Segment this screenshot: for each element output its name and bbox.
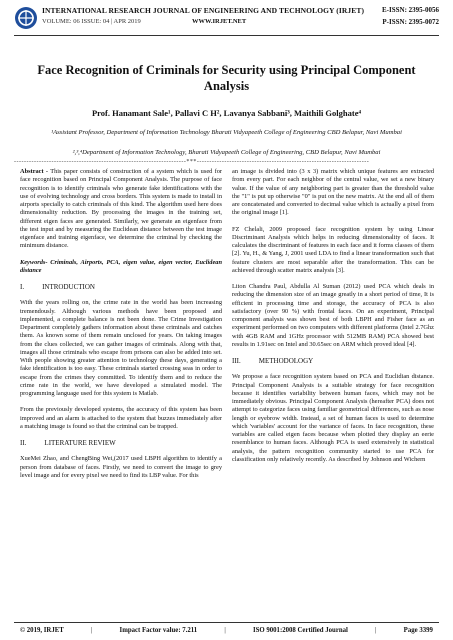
footer-divider-bar: | [375, 627, 377, 634]
keywords: Keywords- Criminals, Airports, PCA, eigen value, eigen vector, Euclidean distance [20, 258, 222, 274]
methodology-paragraph-1: We propose a face recognition system based on PCA and Euclidian distance. Principal Component Analysis is a suitable strategy for face recognition because it identifies variability between human faces, which may not be immediately obvious. Principal Component Analysis (hereafter PCA) does not attempt to categorize faces using familiar geometrical differences, such as nose length or eyebrow width. Instead, a set of human faces is used to determine which 'variables' account for the variance of faces. In face recognition, these variables are called eigen faces because when plotted they display an eerie resemblance to human faces. Although PCA is used extensively in statistical analysis, the pattern recognition community started to use PCA for classification only relatively recently. As described by Johnson and Wichern [232, 373, 434, 463]
page-number: Page 3399 [403, 627, 433, 634]
footer-divider-bar: | [90, 627, 93, 634]
section-title: LITERATURE REVIEW [44, 439, 116, 447]
affiliation-2: ²,³,⁴Department of Information Technology, Bharati Vidyapeeth College of Engineering, CBD Belapur, Navi Mumbai [72, 149, 381, 156]
intro-paragraph-1: With the years rolling on, the crime rate in the world has been increasing tremendously. Although various methods have been proposed and implemented, a complete balance is not been done. The Crime Investigation Department completely gathers information about these criminals and catches them. As known some of them remain unclosed for years. On taking images from the clues collected, we can gather images of criminals. Along with that, images all those criminals who escape from prisons can also be added into set. With people showing greater attention to technology these days, generating a fake identification is too easy. These criminals started crossing seas in order to escape from the crimes they committed. To identify them and to reduce the crime rate in the world, we have developed a simulated model. The programming language used for this system is Matlab. [20, 299, 222, 397]
left-column [20, 168, 222, 488]
pissn: P-ISSN: 2395-0072 [382, 18, 439, 26]
eissn: E-ISSN: 2395-0056 [382, 6, 439, 14]
abstract-label: Abstract - [20, 168, 49, 175]
literature-paragraph-3: FZ Chelali, 2009 proposed face recognition system by using Linear Discriminant Analysis which helps in reducing dimensionality of faces. It calculates the discriminant of features in each face and it forms classes of them [2]. Yu, H., & Yang, J, 2001 used LDA to find a linear transformation such that feature clusters are most separable after the transformation. This can be achieved through scatter matrix analysis [3]. [232, 225, 434, 274]
section-heading-methodology [232, 357, 434, 365]
journal-website-link[interactable]: WWW.IRJET.NET [192, 18, 247, 25]
iso-certification: ISO 9001:2008 Certified Journal [252, 627, 348, 634]
footer-divider-bar: | [224, 627, 226, 634]
section-title: INTRODUCTION [42, 283, 95, 291]
journal-name: INTERNATIONAL RESEARCH JOURNAL OF ENGINEERING AND TECHNOLOGY (IRJET) [42, 6, 365, 15]
copyright: © 2019, IRJET [20, 627, 64, 634]
section-separator: ---------------------------------------------------------------------***--------------------------------------------------------------------- [14, 159, 370, 165]
abstract [20, 168, 222, 251]
section-number: II. [20, 439, 27, 447]
section-number: I. [20, 283, 25, 291]
literature-paragraph-2: an image is divided into (3 x 3) matrix which unique features are extracted from every part. For each neighbor of the central value, we set a new binary value. If the value of any neighboring part is greater than the threshold value the "1" is put up otherwise "0" is put on the new matrix. At the end all of them are concatenated and converted to decimal value which is actually a pixel from the original image [1]. [232, 168, 434, 217]
affiliation-1: ¹Assistant Professor, Department of Information Technology Bharati Vidyapeeth College of Engineering CBD Belapur, Navi Mumbai [51, 129, 402, 136]
issue-info: VOLUME: 06 ISSUE: 04 | APR 2019 [42, 18, 141, 25]
abstract-text: This paper consists of construction of a system which is used for face recognition based on Principal Component Analysis. The purpose of face recognition is to identify criminals who generate fake identifications with the use of evolving technology and cross borders. This system is made to install in airports specially to catch criminals of this kind. The algorithm used here does dimensionality reduction. By processing the images in the training set, different eigen faces are generated. Similarly, we generate an eigenface from the test input and by measuring the Euclidean distance between the test image eigenface and training eigenface, we determine the criminal by checking the minimum distance. [20, 168, 222, 250]
intro-paragraph-2: From the previously developed systems, the accuracy of this system has been improved and an alarm is attached to the system that buzzes immediately after a matching image is found so that the criminal can be trapped. [20, 406, 222, 430]
journal-header [14, 4, 439, 36]
impact-factor: Impact Factor value: 7.211 [119, 627, 198, 634]
section-heading-introduction [20, 283, 222, 291]
paper-title: Face Recognition of Criminals for Security using Principal Component Analysis [37, 63, 416, 93]
page-footer [20, 627, 433, 634]
footer-divider [14, 622, 439, 623]
header-divider [14, 35, 439, 36]
section-number: III. [232, 357, 241, 365]
literature-paragraph-1: XueMei Zhao, and ChengBing Wei,(2017 used LBPH algorithm to identify a person from database of faces. Firstly, we need to convert the image to grey level image and for every pixel we need to find its LBP value. For this [20, 455, 222, 479]
section-heading-literature-review [20, 439, 222, 447]
literature-paragraph-4: Liton Chandra Paul, Abdulla Al Suman (2012) used PCA which deals in reducing the dimension size of an image greatly in a short period of time, It is efficient in processing time and storage, the accuracy of PCA is also satisfactory (over 90 %) with frontal faces. On an experiment, Principal component analysis was shown best of both LBPH and Fisher face as an experiment performed on two computers with different platforms (Intel 2.7Ghz with 4GB RAM and 1GHz processor with 512MB RAM) PCA showed best results in 1.91sec on Intel and 30.65sec on ARM which proved ideal [4]. [232, 283, 434, 348]
right-column [232, 168, 434, 472]
paper-authors: Prof. Hanamant Sale¹, Pallavi C H², Lavanya Sabbani³, Maithili Golghate⁴ [91, 108, 362, 118]
section-title: METHODOLOGY [258, 357, 314, 365]
journal-logo-icon [14, 6, 38, 30]
